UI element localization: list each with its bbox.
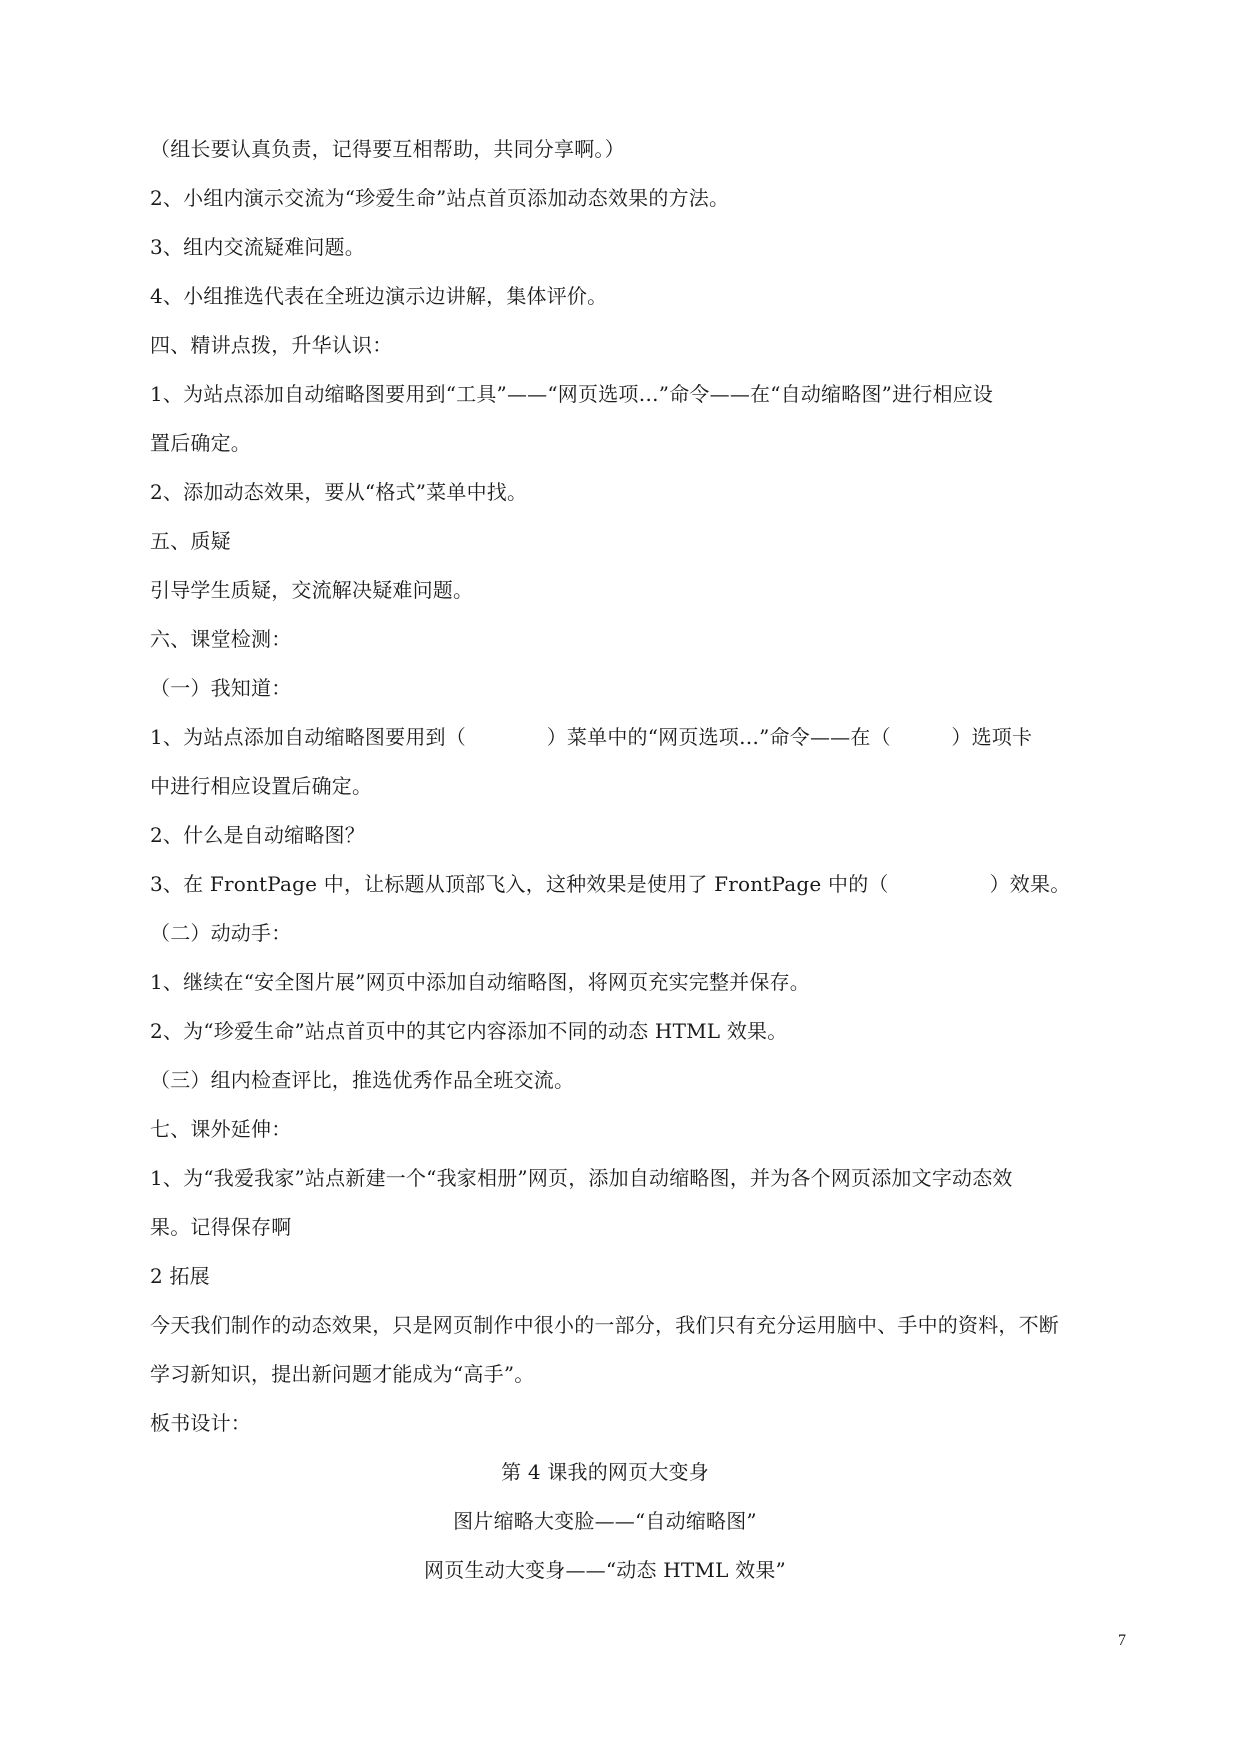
text-line: 学习新知识，提出新问题才能成为“高手”。 [150,1362,535,1386]
text-line: 2、什么是自动缩略图？ [150,823,365,847]
board-line: 图片缩略大变脸——“自动缩略图” [453,1509,757,1533]
text-line: （组长要认真负责，记得要互相帮助，共同分享啊。） [150,137,625,161]
text-line: 中进行相应设置后确定。 [150,774,373,798]
section-heading: 四、精讲点拨，升华认识： [150,333,393,357]
board-line: 网页生动大变身——“动态 HTML 效果” [424,1558,786,1582]
text-line: 板书设计： [150,1411,251,1435]
text-line: 3、在 FrontPage 中，让标题从顶部飞入，这种效果是使用了 FrontPage 中的（ ）效果。 [150,872,1071,896]
text-line: 1、为站点添加自动缩略图要用到“工具”——“网页选项…”命令——在“自动缩略图”进行相应设 [150,382,994,406]
text-line: 置后确定。 [150,431,251,455]
section-heading: 五、质疑 [150,529,231,553]
subsection-heading: （一）我知道： [150,676,292,700]
text-line: 4、小组推选代表在全班边演示边讲解，集体评价。 [150,284,608,308]
document-body [150,125,1135,1595]
text-line: 引导学生质疑，交流解决疑难问题。 [150,578,474,602]
text-line: 1、继续在“安全图片展”网页中添加自动缩略图，将网页充实完整并保存。 [150,970,810,994]
text-line: 2、为“珍爱生命”站点首页中的其它内容添加不同的动态 HTML 效果。 [150,1019,788,1043]
text-line: 今天我们制作的动态效果，只是网页制作中很小的一部分，我们只有充分运用脑中、手中的资料，不断 [150,1313,1059,1337]
text-line: 果。记得保存啊 [150,1215,292,1239]
board-title: 第 4 课我的网页大变身 [501,1460,709,1484]
section-heading: 七、课外延伸： [150,1117,292,1141]
text-line: 1、为“我爱我家”站点新建一个“我家相册”网页，添加自动缩略图，并为各个网页添加文字动态效 [150,1166,1013,1190]
text-line: 2 拓展 [150,1264,210,1288]
text-line: 2、小组内演示交流为“珍爱生命”站点首页添加动态效果的方法。 [150,186,730,210]
page-number: 7 [1118,1632,1126,1649]
subsection-heading: （二）动动手： [150,921,292,945]
text-line: 1、为站点添加自动缩略图要用到（ ）菜单中的“网页选项…”命令——在（ ）选项卡 [150,725,1033,749]
text-line: 3、组内交流疑难问题。 [150,235,365,259]
subsection-heading: （三）组内检查评比，推选优秀作品全班交流。 [150,1068,575,1092]
section-heading: 六、课堂检测： [150,627,292,651]
text-line: 2、添加动态效果，要从“格式”菜单中找。 [150,480,528,504]
